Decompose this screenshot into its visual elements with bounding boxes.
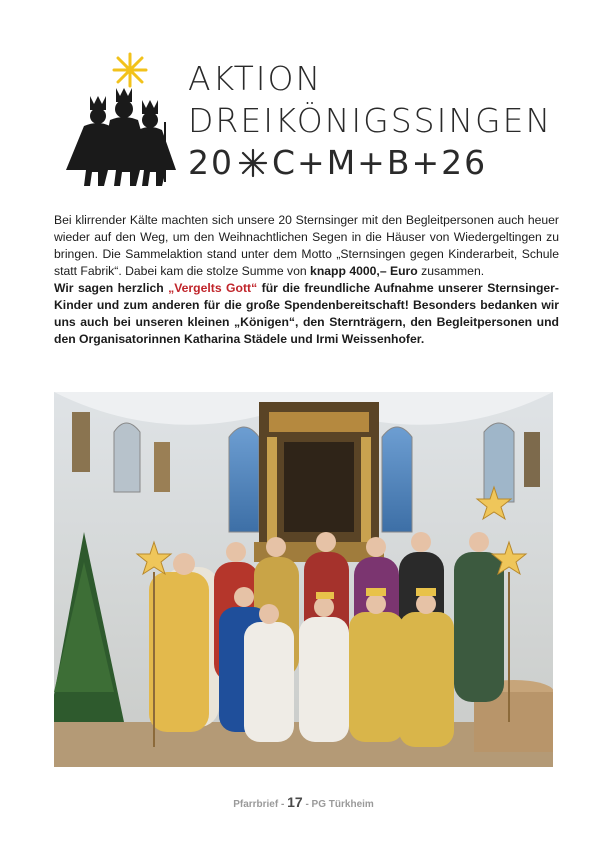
page-number: 17 <box>287 794 303 810</box>
paragraph-1 <box>54 212 559 280</box>
title-line-2: DREIKÖNIGSSINGEN <box>188 101 553 140</box>
kings-silhouette-icon <box>66 88 176 186</box>
year-left: 20 <box>188 143 234 182</box>
title-line-1: AKTION <box>188 59 323 98</box>
page-title <box>188 58 558 184</box>
star-icon <box>238 148 268 178</box>
year-right: C+M+B+26 <box>272 143 488 182</box>
paragraph-2 <box>54 280 559 348</box>
page-footer <box>0 794 607 810</box>
three-kings-logo <box>60 52 178 192</box>
article-body <box>54 212 559 348</box>
paragraph-1-text: Bei klirrender Kälte machten sich unsere 20 Sternsinger mit den Begleitpersonen auch heuer wieder auf den Weg, um den Weihnachtlichen Segen in die Häuser von Wiedergeltingen zu bringen. Die Sammelaktion stand unter dem Motto „Sternsingen gegen Kinderarbeit, Schule statt Fabrik“. Dabei kam die stolze Summe von <box>54 213 559 278</box>
donation-amount: knapp 4000,– Euro <box>310 264 418 278</box>
title-year-line <box>188 142 558 184</box>
vergelts-gott: „Vergelts Gott“ <box>168 281 258 295</box>
paragraph-1-end: zusammen. <box>417 264 485 278</box>
footer-right: - PG Türkheim <box>302 799 374 810</box>
footer-left: Pfarrbrief - <box>233 799 288 810</box>
group-photo <box>54 392 553 767</box>
paragraph-2-start: Wir sagen herzlich <box>54 281 169 295</box>
sun-star-icon <box>114 54 146 86</box>
paragraph-2-rest: für die freundliche Aufnahme unserer Sternsinger-Kinder und zum anderen für die große Spendenbereitschaft! Besonders bedanken wir uns auch bei unseren kleinen „Königen“, den Sternträgern, den Begleitpersonen und den Organisatorinnen Katharina Städele und Irmi Weissenhofer. <box>54 281 559 346</box>
